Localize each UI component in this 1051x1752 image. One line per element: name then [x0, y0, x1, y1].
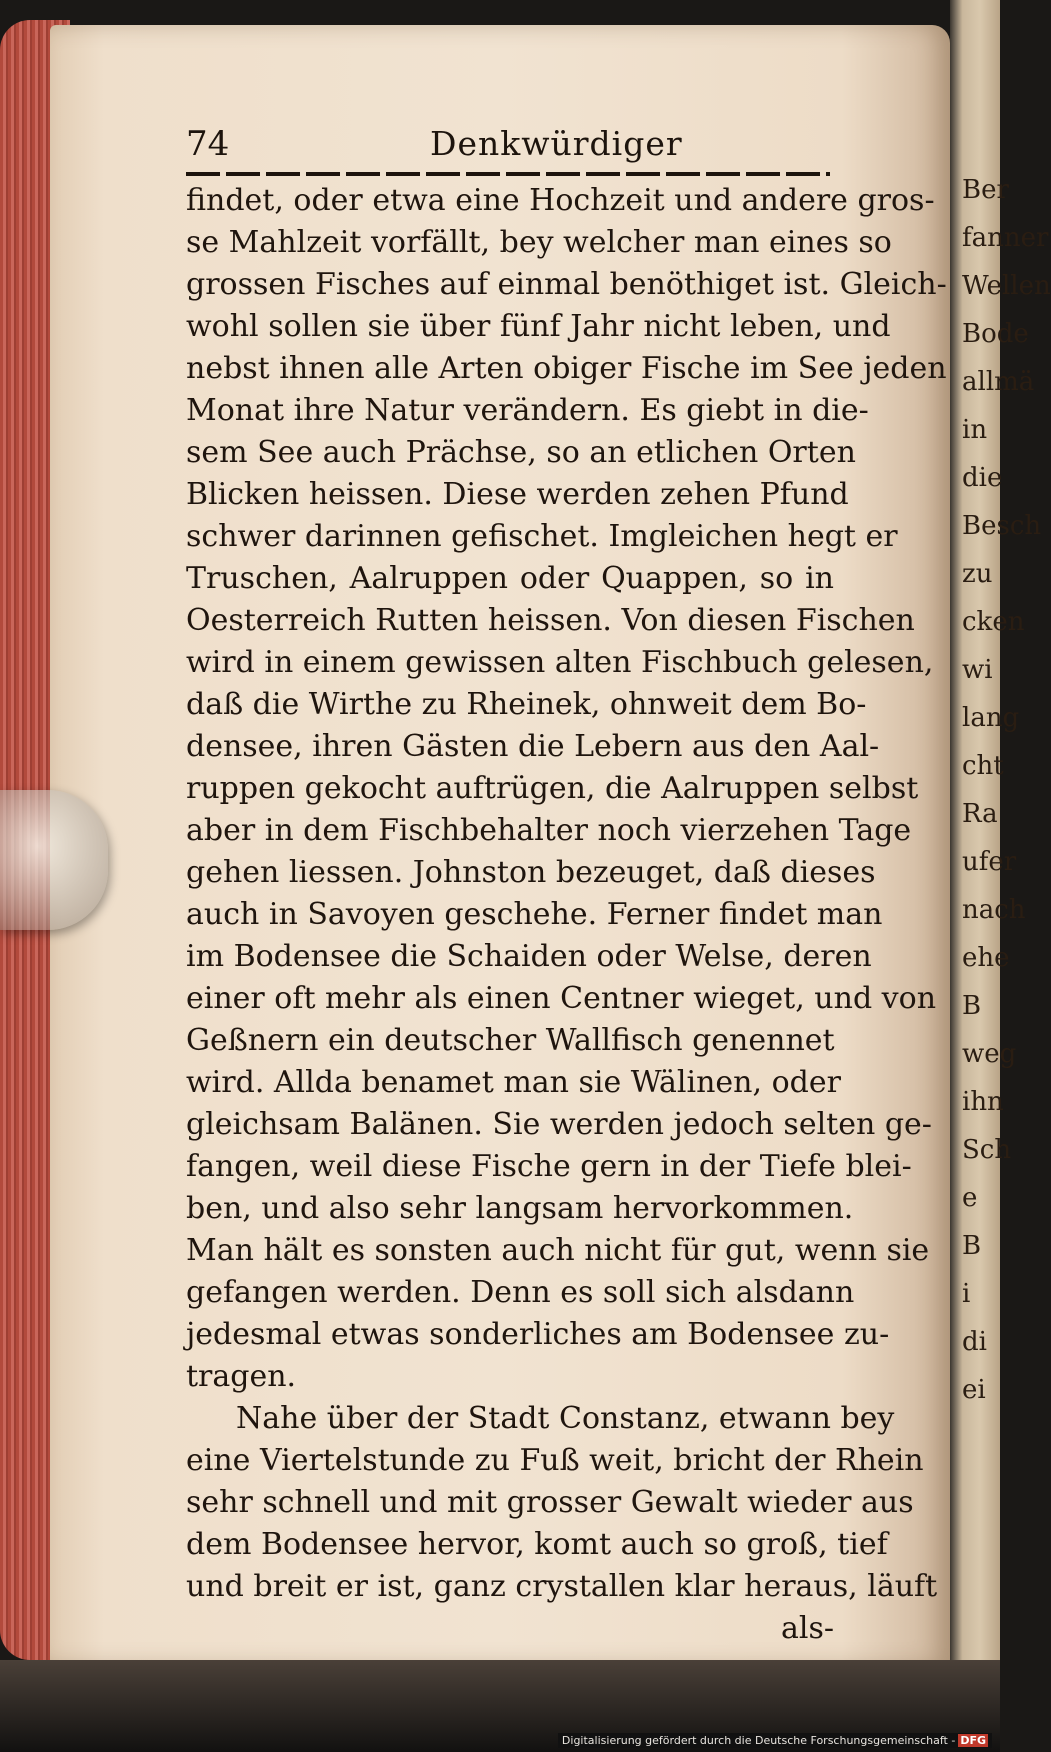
adjacent-page-fragment: Sch: [962, 1135, 1012, 1165]
adjacent-page-fragment: ehe: [962, 943, 1010, 973]
adjacent-page-fragment: zu: [962, 559, 993, 589]
adjacent-page-fragment: B: [962, 991, 982, 1021]
adjacent-page-fragment: cht: [962, 751, 1004, 781]
text-line: ben, und also sehr langsam hervorkommen.: [186, 1191, 854, 1226]
adjacent-page-fragment: wi: [962, 655, 993, 685]
adjacent-page-strip: [950, 0, 1051, 1752]
text-line: einer oft mehr als einen Centner wieget, und von: [186, 981, 937, 1016]
page-number: 74: [186, 124, 230, 164]
text-line: Man hält es sonsten auch nicht für gut, wenn sie: [186, 1233, 930, 1268]
adjacent-page-fragment: Ra: [962, 799, 998, 829]
adjacent-page-fragment: e: [962, 1183, 978, 1213]
text-line: Nahe über der Stadt Constanz, etwann bey: [236, 1401, 895, 1436]
adjacent-page-fragment: allmä: [962, 367, 1035, 397]
text-line: ruppen gekocht auftrügen, die Aalruppen selbst: [186, 771, 919, 806]
text-line: wird. Allda benamet man sie Wälinen, oder: [186, 1065, 841, 1100]
text-line: Oesterreich Rutten heissen. Von diesen Fischen: [186, 603, 915, 638]
credit-text: Digitalisierung gefördert durch die Deutsche Forschungsgemeinschaft -: [561, 1734, 956, 1747]
text-line: fangen, weil diese Fische gern in der Tiefe blei-: [186, 1149, 912, 1184]
adjacent-page-fragment: cken: [962, 607, 1025, 637]
text-line: grossen Fisches auf einmal benöthiget ist. Gleich-: [186, 267, 947, 302]
adjacent-page-fragment: in: [962, 415, 988, 445]
adjacent-page-fragment: ufer: [962, 847, 1017, 877]
text-line: nebst ihnen alle Arten obiger Fische im See jeden: [186, 351, 947, 386]
text-line: schwer darinnen gefischet. Imgleichen hegt er: [186, 519, 898, 554]
dfg-logo: DFG: [960, 1734, 986, 1747]
text-line: jedesmal etwas sonderliches am Bodensee zu-: [186, 1317, 890, 1352]
running-head: Denkwürdiger: [430, 124, 683, 163]
text-line: Truschen, Aalruppen oder Quappen, so in: [186, 561, 834, 596]
text-line: daß die Wirthe zu Rheinek, ohnweit dem Bo-: [186, 687, 867, 722]
adjacent-page-fragment: die: [962, 463, 1003, 493]
adjacent-page-fragment: Bode: [962, 319, 1029, 349]
text-line: eine Viertelstunde zu Fuß weit, bricht der Rhein: [186, 1443, 924, 1478]
adjacent-page-fragment: di: [962, 1327, 987, 1357]
text-line: Geßnern ein deutscher Wallfisch genennet: [186, 1023, 835, 1058]
page-clip: [0, 790, 108, 930]
body-text: [186, 180, 947, 1650]
text-line: gleichsam Balänen. Sie werden jedoch selten ge-: [186, 1107, 932, 1142]
text-line: densee, ihren Gästen die Lebern aus den Aal-: [186, 729, 880, 764]
text-line: Monat ihre Natur verändern. Es giebt in die-: [186, 393, 869, 428]
adjacent-page-fragment: Ber: [962, 175, 1009, 205]
text-line: aber in dem Fischbehalter noch vierzehen Tage: [186, 813, 912, 848]
text-line: auch in Savoyen geschehe. Ferner findet man: [186, 897, 883, 932]
adjacent-page-fragment: lang: [962, 703, 1020, 733]
adjacent-page-fragment: fanner: [962, 223, 1049, 253]
text-line: wohl sollen sie über fünf Jahr nicht leben, und: [186, 309, 891, 344]
digitization-credit: [558, 1733, 992, 1748]
text-line: findet, oder etwa eine Hochzeit und andere gros-: [186, 183, 935, 218]
text-line: im Bodensee die Schaiden oder Welse, deren: [186, 939, 872, 974]
adjacent-page-fragment: Besch: [962, 511, 1042, 541]
text-line: sehr schnell und mit grosser Gewalt wieder aus: [186, 1485, 914, 1520]
adjacent-page-fragment: ihn: [962, 1087, 1004, 1117]
adjacent-page-fragment: weg: [962, 1039, 1017, 1069]
text-line: gefangen werden. Denn es soll sich alsdann: [186, 1275, 855, 1310]
text-line: se Mahlzeit vorfällt, bey welcher man eines so: [186, 225, 892, 260]
adjacent-page-fragment: nach: [962, 895, 1026, 925]
catchword: als-: [780, 1611, 834, 1646]
adjacent-page-fragment: Wellen: [962, 271, 1051, 301]
adjacent-page-fragment: i: [962, 1279, 971, 1309]
page-header: [186, 124, 826, 174]
text-line: dem Bodensee hervor, komt auch so groß, tief: [186, 1527, 888, 1562]
adjacent-page-fragment: B: [962, 1231, 982, 1261]
text-line: tragen.: [186, 1359, 297, 1394]
text-line: wird in einem gewissen alten Fischbuch gelesen,: [186, 645, 934, 680]
adjacent-page-fragment: ei: [962, 1375, 986, 1405]
text-line: gehen liessen. Johnston bezeuget, daß dieses: [186, 855, 876, 890]
text-line: Blicken heissen. Diese werden zehen Pfund: [186, 477, 849, 512]
text-line: sem See auch Prächse, so an etlichen Orten: [186, 435, 856, 470]
header-rule: [186, 172, 830, 176]
text-line: und breit er ist, ganz crystallen klar heraus, läuft: [186, 1569, 938, 1604]
